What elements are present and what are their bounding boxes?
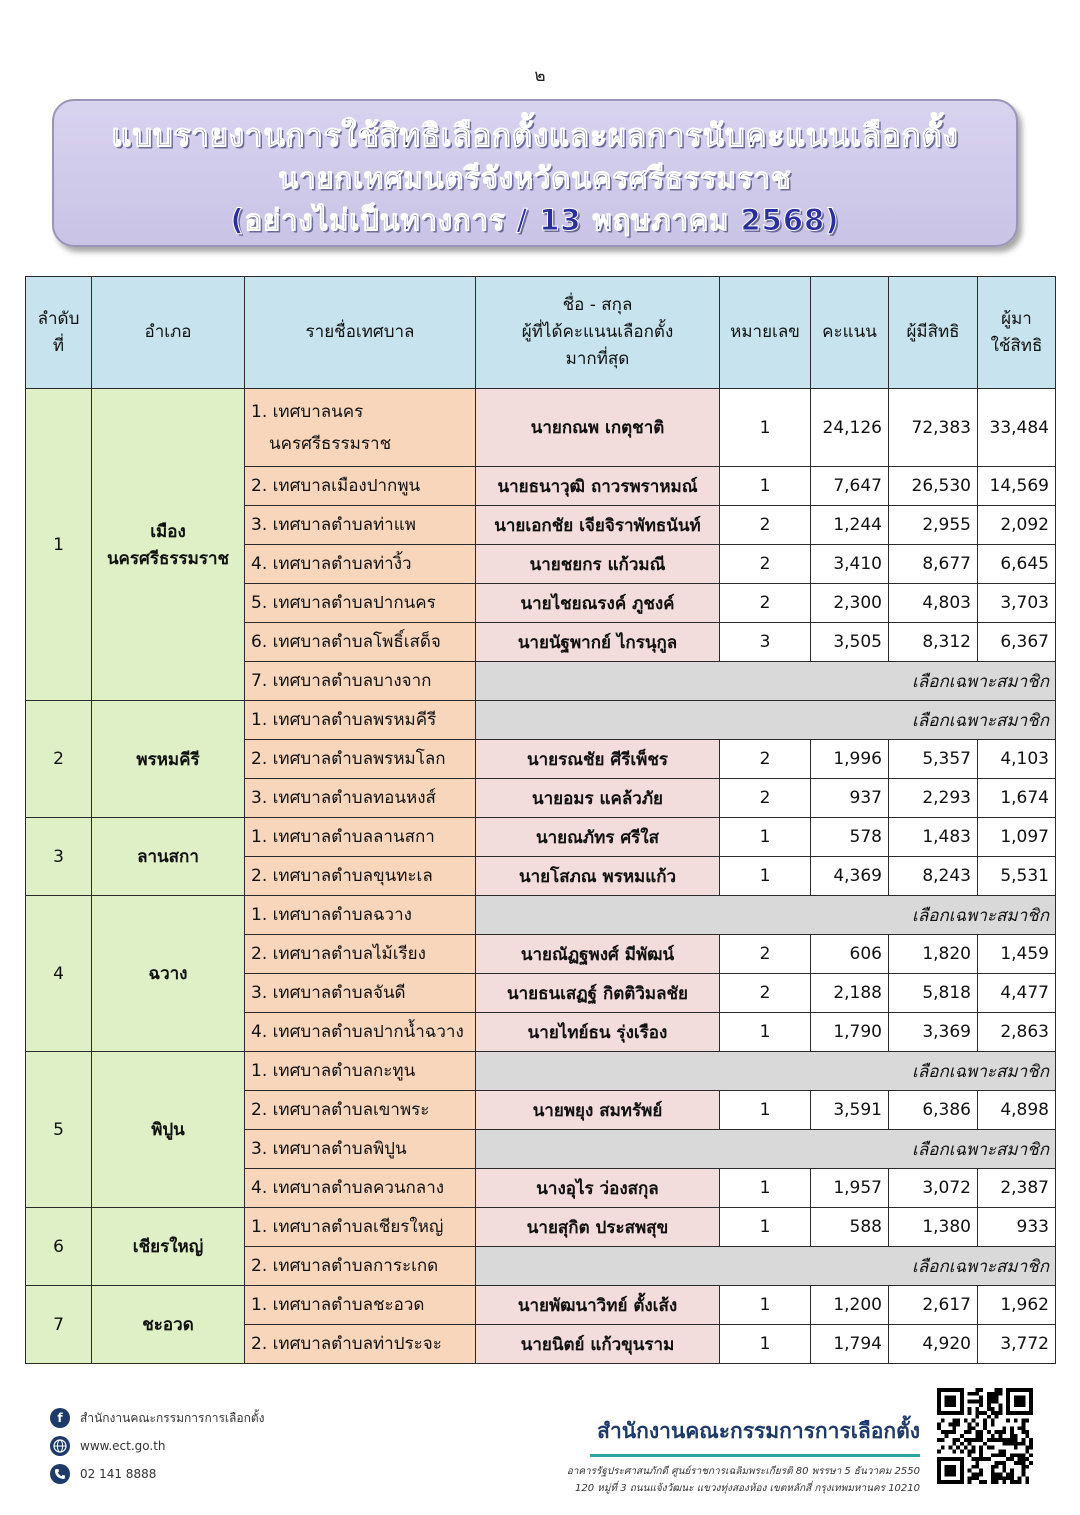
row-municipality — [245, 1325, 476, 1364]
municipality-name-line: 1. เทศบาลตำบลชะอวด — [251, 1295, 425, 1315]
row-turnout: 6,367 — [978, 623, 1056, 662]
row-votes: 2,188 — [811, 974, 889, 1013]
row-votes: 606 — [811, 935, 889, 974]
row-eligible: 4,920 — [889, 1325, 978, 1364]
org-address-2: 120 หมู่ที่ 3 ถนนแจ้งวัฒนะ แขวงทุ่งสองห้อง เขตหลักสี่ กรุงเทพมหานคร 10210 — [574, 1483, 920, 1494]
row-number: 2 — [720, 779, 811, 818]
org-divider — [590, 1454, 920, 1457]
row-members-only: เลือกเฉพาะสมาชิก — [476, 662, 1056, 701]
row-votes: 4,369 — [811, 857, 889, 896]
row-municipality — [245, 545, 476, 584]
row-votes: 2,300 — [811, 584, 889, 623]
municipality-name-line: 2. เทศบาลตำบลพรหมโลก — [251, 749, 446, 769]
row-district — [92, 818, 245, 896]
row-votes: 3,410 — [811, 545, 889, 584]
row-municipality — [245, 506, 476, 545]
contact-facebook-text: สำนักงานคณะกรรมการการเลือกตั้ง — [80, 1410, 265, 1425]
municipality-name-line: 1. เทศบาลตำบลลานสกา — [251, 827, 435, 847]
table-row — [26, 1052, 1056, 1091]
row-municipality — [245, 896, 476, 935]
row-number: 2 — [720, 935, 811, 974]
row-order: 6 — [26, 1208, 92, 1286]
row-municipality — [245, 1286, 476, 1325]
row-municipality — [245, 662, 476, 701]
row-eligible: 8,312 — [889, 623, 978, 662]
footer-org — [567, 1415, 920, 1497]
header-votes: คะแนน — [811, 277, 889, 389]
row-district — [92, 896, 245, 1052]
row-municipality — [245, 818, 476, 857]
row-eligible: 1,820 — [889, 935, 978, 974]
municipality-name-line: 4. เทศบาลตำบลควนกลาง — [251, 1178, 445, 1198]
title-line-2: นายกเทศมนตรีจังหวัดนครศรีธรรมราช — [278, 161, 792, 195]
page-number: ๒ — [534, 66, 546, 86]
row-turnout: 1,674 — [978, 779, 1056, 818]
row-votes: 24,126 — [811, 389, 889, 467]
municipality-name-line: 3. เทศบาลตำบลทอนหงส์ — [251, 788, 436, 808]
municipality-name-line: 3. เทศบาลตำบลพิปูน — [251, 1139, 407, 1159]
contact-phone — [50, 1461, 264, 1487]
table-header-row — [26, 277, 1056, 389]
row-eligible: 72,383 — [889, 389, 978, 467]
row-municipality — [245, 1208, 476, 1247]
table-body — [26, 389, 1056, 1364]
municipality-name-line: 3. เทศบาลตำบลจันดี — [251, 983, 406, 1003]
row-district — [92, 1052, 245, 1208]
row-eligible: 8,677 — [889, 545, 978, 584]
row-winner-name: นายรณชัย ศีรีเพ็ชร — [476, 740, 720, 779]
row-municipality — [245, 1052, 476, 1091]
phone-icon — [50, 1464, 70, 1484]
row-turnout: 14,569 — [978, 467, 1056, 506]
org-name: สำนักงานคณะกรรมการการเลือกตั้ง — [597, 1419, 920, 1443]
row-number: 1 — [720, 1286, 811, 1325]
row-votes: 1,790 — [811, 1013, 889, 1052]
district-name-line: ฉวาง — [148, 964, 188, 984]
row-winner-name: นายเอกชัย เจียจิราพัทธนันท์ — [476, 506, 720, 545]
row-turnout: 2,092 — [978, 506, 1056, 545]
district-name-line: ชะอวด — [142, 1315, 194, 1335]
row-turnout: 5,531 — [978, 857, 1056, 896]
row-turnout: 3,703 — [978, 584, 1056, 623]
row-turnout: 33,484 — [978, 389, 1056, 467]
row-votes: 578 — [811, 818, 889, 857]
contact-website — [50, 1433, 264, 1459]
row-number: 1 — [720, 818, 811, 857]
row-municipality — [245, 974, 476, 1013]
row-order: 4 — [26, 896, 92, 1052]
contact-facebook — [50, 1405, 264, 1431]
row-winner-name: นายอมร แคล้วภัย — [476, 779, 720, 818]
row-winner-name: นายไชยณรงค์ ภูชงค์ — [476, 584, 720, 623]
row-votes: 7,647 — [811, 467, 889, 506]
row-eligible: 2,617 — [889, 1286, 978, 1325]
row-number: 2 — [720, 740, 811, 779]
row-number: 1 — [720, 1013, 811, 1052]
municipality-name-line: 2. เทศบาลเมืองปากพูน — [251, 476, 421, 496]
row-winner-name: นายนัฐพากย์ ไกรนุกูล — [476, 623, 720, 662]
row-turnout: 1,459 — [978, 935, 1056, 974]
row-district — [92, 1286, 245, 1364]
header-order: ลำดับ ที่ — [26, 277, 92, 389]
row-eligible: 6,386 — [889, 1091, 978, 1130]
title-line-3: (อย่างไม่เป็นทางการ / 13 พฤษภาคม 2568) — [230, 203, 840, 237]
row-eligible: 5,818 — [889, 974, 978, 1013]
row-municipality — [245, 701, 476, 740]
row-votes: 3,505 — [811, 623, 889, 662]
row-members-only: เลือกเฉพาะสมาชิก — [476, 1247, 1056, 1286]
row-turnout: 933 — [978, 1208, 1056, 1247]
municipality-name-line: 1. เทศบาลตำบลเชียรใหญ่ — [251, 1217, 444, 1237]
table-row — [26, 896, 1056, 935]
row-eligible: 8,243 — [889, 857, 978, 896]
municipality-name-line: 1. เทศบาลนคร — [251, 401, 364, 422]
row-winner-name: นายพัฒนาวิทย์ ตั้งเส้ง — [476, 1286, 720, 1325]
org-address-1: อาคารรัฐประศาสนภักดี ศูนย์ราชการเฉลิมพระเกียรติ 80 พรรษา 5 ธันวาคม 2550 — [566, 1466, 920, 1477]
header-number: หมายเลข — [720, 277, 811, 389]
row-votes: 1,794 — [811, 1325, 889, 1364]
district-name-line: พรหมคีรี — [136, 749, 200, 770]
row-winner-name: นายกณพ เกตุชาติ — [476, 389, 720, 467]
municipality-name-line: 1. เทศบาลตำบลพรหมคีรี — [251, 710, 437, 730]
row-votes: 937 — [811, 779, 889, 818]
row-winner-name: นายณภัทร ศรีใส — [476, 818, 720, 857]
row-eligible: 2,293 — [889, 779, 978, 818]
row-municipality — [245, 389, 476, 467]
row-winner-name: นายพยุง สมทรัพย์ — [476, 1091, 720, 1130]
row-turnout: 3,772 — [978, 1325, 1056, 1364]
row-order: 1 — [26, 389, 92, 701]
header-district: อำเภอ — [92, 277, 245, 389]
row-winner-name: นายณัฏฐพงศ์ มีพัฒน์ — [476, 935, 720, 974]
row-number: 1 — [720, 1091, 811, 1130]
row-eligible: 1,380 — [889, 1208, 978, 1247]
header-turnout: ผู้มา ใช้สิทธิ — [978, 277, 1056, 389]
row-municipality — [245, 1091, 476, 1130]
municipality-name-line: 2. เทศบาลตำบลท่าประจะ — [251, 1334, 442, 1354]
row-winner-name: นายโสภณ พรหมแก้ว — [476, 857, 720, 896]
row-votes: 1,957 — [811, 1169, 889, 1208]
row-turnout: 4,477 — [978, 974, 1056, 1013]
row-eligible: 5,357 — [889, 740, 978, 779]
row-municipality — [245, 584, 476, 623]
row-winner-name: นายธนาวุฒิ ถาวรพราหมณ์ — [476, 467, 720, 506]
row-members-only: เลือกเฉพาะสมาชิก — [476, 896, 1056, 935]
row-number: 1 — [720, 1208, 811, 1247]
district-name-line: นครศรีธรรมราช — [106, 548, 230, 569]
row-number: 1 — [720, 467, 811, 506]
row-turnout: 1,097 — [978, 818, 1056, 857]
row-winner-name: นายสุกิต ประสพสุข — [476, 1208, 720, 1247]
district-name-line: เชียรใหญ่ — [132, 1237, 204, 1257]
row-municipality — [245, 1169, 476, 1208]
row-winner-name: นายนิตย์ แก้วขุนราม — [476, 1325, 720, 1364]
row-members-only: เลือกเฉพาะสมาชิก — [476, 1052, 1056, 1091]
header-eligible: ผู้มีสิทธิ — [889, 277, 978, 389]
municipality-name-line: 2. เทศบาลตำบลไม้เรียง — [251, 944, 426, 964]
municipality-name-line: 2. เทศบาลตำบลการะเกด — [251, 1256, 439, 1276]
row-district — [92, 1208, 245, 1286]
table-row — [26, 1286, 1056, 1325]
row-municipality — [245, 935, 476, 974]
municipality-name-line: 2. เทศบาลตำบลขุนทะเล — [251, 866, 433, 886]
contact-phone-text: 02 141 8888 — [80, 1467, 157, 1481]
row-votes: 588 — [811, 1208, 889, 1247]
row-turnout: 1,962 — [978, 1286, 1056, 1325]
title-banner — [52, 99, 1018, 247]
row-number: 3 — [720, 623, 811, 662]
municipality-name-line: 3. เทศบาลตำบลท่าแพ — [251, 515, 416, 535]
row-municipality — [245, 779, 476, 818]
district-name-line: ลานสกา — [137, 847, 199, 867]
row-number: 1 — [720, 1325, 811, 1364]
row-number: 2 — [720, 584, 811, 623]
row-order: 2 — [26, 701, 92, 818]
row-eligible: 1,483 — [889, 818, 978, 857]
row-turnout: 2,387 — [978, 1169, 1056, 1208]
municipality-name-line: 7. เทศบาลตำบลบางจาก — [251, 671, 432, 691]
facebook-icon: f — [50, 1408, 70, 1428]
row-municipality — [245, 1247, 476, 1286]
row-votes: 1,996 — [811, 740, 889, 779]
qr-code — [937, 1388, 1033, 1484]
row-turnout: 6,645 — [978, 545, 1056, 584]
municipality-name-line: 4. เทศบาลตำบลท่างิ้ว — [251, 554, 412, 574]
row-turnout: 4,898 — [978, 1091, 1056, 1130]
row-district — [92, 389, 245, 701]
municipality-name-line: 1. เทศบาลตำบลฉวาง — [251, 905, 412, 925]
row-district — [92, 701, 245, 818]
row-number: 1 — [720, 1169, 811, 1208]
row-municipality — [245, 857, 476, 896]
row-votes: 3,591 — [811, 1091, 889, 1130]
municipality-name-line: นครศรีธรรมราช — [269, 433, 392, 454]
row-municipality — [245, 740, 476, 779]
row-number: 1 — [720, 389, 811, 467]
table-row — [26, 1208, 1056, 1247]
row-municipality — [245, 467, 476, 506]
header-name: ชื่อ - สกุล ผู้ที่ได้คะแนนเลือกตั้ง มากที่สุด — [476, 277, 720, 389]
table-row — [26, 389, 1056, 467]
results-table — [25, 276, 1056, 1364]
row-eligible: 2,955 — [889, 506, 978, 545]
district-name-line: พิปูน — [151, 1120, 185, 1140]
row-votes: 1,200 — [811, 1286, 889, 1325]
row-turnout: 4,103 — [978, 740, 1056, 779]
title-line-1: แบบรายงานการใช้สิทธิเลือกตั้งและผลการนับคะแนนเลือกตั้ง — [111, 118, 959, 154]
row-eligible: 3,072 — [889, 1169, 978, 1208]
row-order: 5 — [26, 1052, 92, 1208]
row-votes: 1,244 — [811, 506, 889, 545]
row-members-only: เลือกเฉพาะสมาชิก — [476, 1130, 1056, 1169]
row-municipality — [245, 623, 476, 662]
row-members-only: เลือกเฉพาะสมาชิก — [476, 701, 1056, 740]
header-municipality: รายชื่อเทศบาล — [245, 277, 476, 389]
district-name-line: เมือง — [150, 521, 186, 542]
municipality-name-line: 5. เทศบาลตำบลปากนคร — [251, 593, 436, 613]
row-municipality — [245, 1130, 476, 1169]
municipality-name-line: 6. เทศบาลตำบลโพธิ์เสด็จ — [251, 632, 441, 652]
municipality-name-line: 1. เทศบาลตำบลกะทูน — [251, 1061, 416, 1081]
footer-contacts — [50, 1405, 264, 1489]
row-winner-name: นายชยกร แก้วมณี — [476, 545, 720, 584]
row-eligible: 3,369 — [889, 1013, 978, 1052]
row-number: 2 — [720, 974, 811, 1013]
row-winner-name: นางอุไร ว่องสกุล — [476, 1169, 720, 1208]
table-row — [26, 818, 1056, 857]
municipality-name-line: 2. เทศบาลตำบลเขาพระ — [251, 1100, 430, 1120]
row-order: 3 — [26, 818, 92, 896]
row-winner-name: นายธนเสฏฐ์ กิตติวิมลชัย — [476, 974, 720, 1013]
row-number: 1 — [720, 857, 811, 896]
row-eligible: 26,530 — [889, 467, 978, 506]
row-order: 7 — [26, 1286, 92, 1364]
row-number: 2 — [720, 545, 811, 584]
row-eligible: 4,803 — [889, 584, 978, 623]
municipality-name-line: 4. เทศบาลตำบลปากน้ำฉวาง — [251, 1022, 464, 1042]
row-municipality — [245, 1013, 476, 1052]
table-row — [26, 701, 1056, 740]
row-turnout: 2,863 — [978, 1013, 1056, 1052]
row-winner-name: นายไทย์ธน รุ่งเรือง — [476, 1013, 720, 1052]
row-number: 2 — [720, 506, 811, 545]
globe-icon — [50, 1436, 70, 1456]
contact-website-text: www.ect.go.th — [80, 1439, 166, 1453]
